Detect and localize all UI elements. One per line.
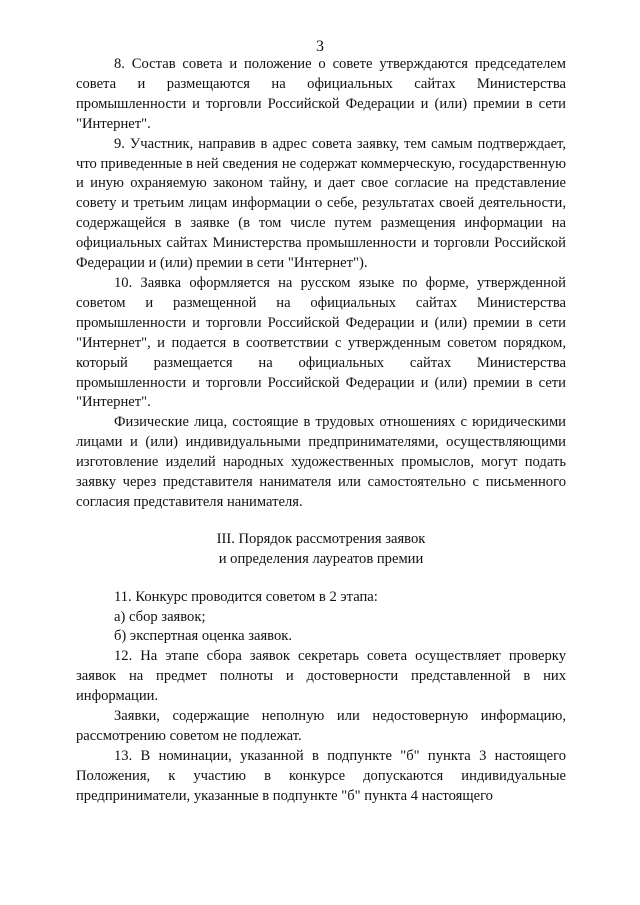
paragraph-12: 12. На этапе сбора заявок секретарь совета осуществляет проверку заявок на предмет полноты и достоверности представленной в них информации. (76, 648, 566, 705)
page-number: 3 (316, 38, 324, 55)
paragraph-13: 13. В номинации, указанной в подпункте "б" пункта 3 настоящего Положения, к участию в конкурсе допускаются индивидуальные предприниматели, указанные в подпункте "б" пункта 4 настоящего (76, 747, 566, 804)
paragraph-8: 8. Состав совета и положение о совете утверждаются председателем совета и размещаются на официальных сайтах Министерства промышленности и торговли Российской Федерации и (или) премии в сети "Интернет". (76, 56, 566, 132)
paragraph-9: 9. Участник, направив в адрес совета заявку, тем самым подтверждает, что приведенные в ней сведения не содержат коммерческую, государственную и иную охраняемую законом тайну, и дает свое согласие на представление совету и третьим лицам информации о себе, результатах своей деятельности, содержащейся в заявке (в том числе путем размещения информации на официальных сайтах Министерства промышленности и торговли Российской Федерации и (или) премии в сети "Интернет"). (76, 135, 566, 272)
paragraph-individuals: Физические лица, состоящие в трудовых отношениях с юридическими лицами и (или) индивидуальными предпринимателями, осуществляющими изготовление изделий народных художественных промыслов, могут подать заявку через представителя нанимателя или самостоятельно с письменного согласия представителя нанимателя. (76, 414, 566, 510)
section-heading-line-2: и определения лауреатов премии (218, 550, 424, 567)
document-body (76, 55, 566, 807)
paragraph-10: 10. Заявка оформляется на русском языке по форме, утвержденной советом и размещенной на официальных сайтах Министерства промышленности и торговли Российской Федерации и (или) премии в сети "Интернет", и подается в соответствии с утвержденным советом порядком, который размещается на официальных сайтах Министерства промышленности и торговли Российской Федерации и (или) премии в сети "Интернет". (76, 274, 566, 411)
section-heading (76, 530, 566, 570)
paragraph-11: 11. Конкурс проводится советом в 2 этапа: (114, 588, 378, 605)
list-item-a: а) сбор заявок; (114, 608, 206, 625)
list-item-b: б) экспертная оценка заявок. (114, 628, 292, 645)
paragraph-incomplete-applications: Заявки, содержащие неполную или недостоверную информацию, рассмотрению советом не подлежат. (76, 708, 566, 744)
section-heading-line-1: III. Порядок рассмотрения заявок (216, 530, 426, 547)
